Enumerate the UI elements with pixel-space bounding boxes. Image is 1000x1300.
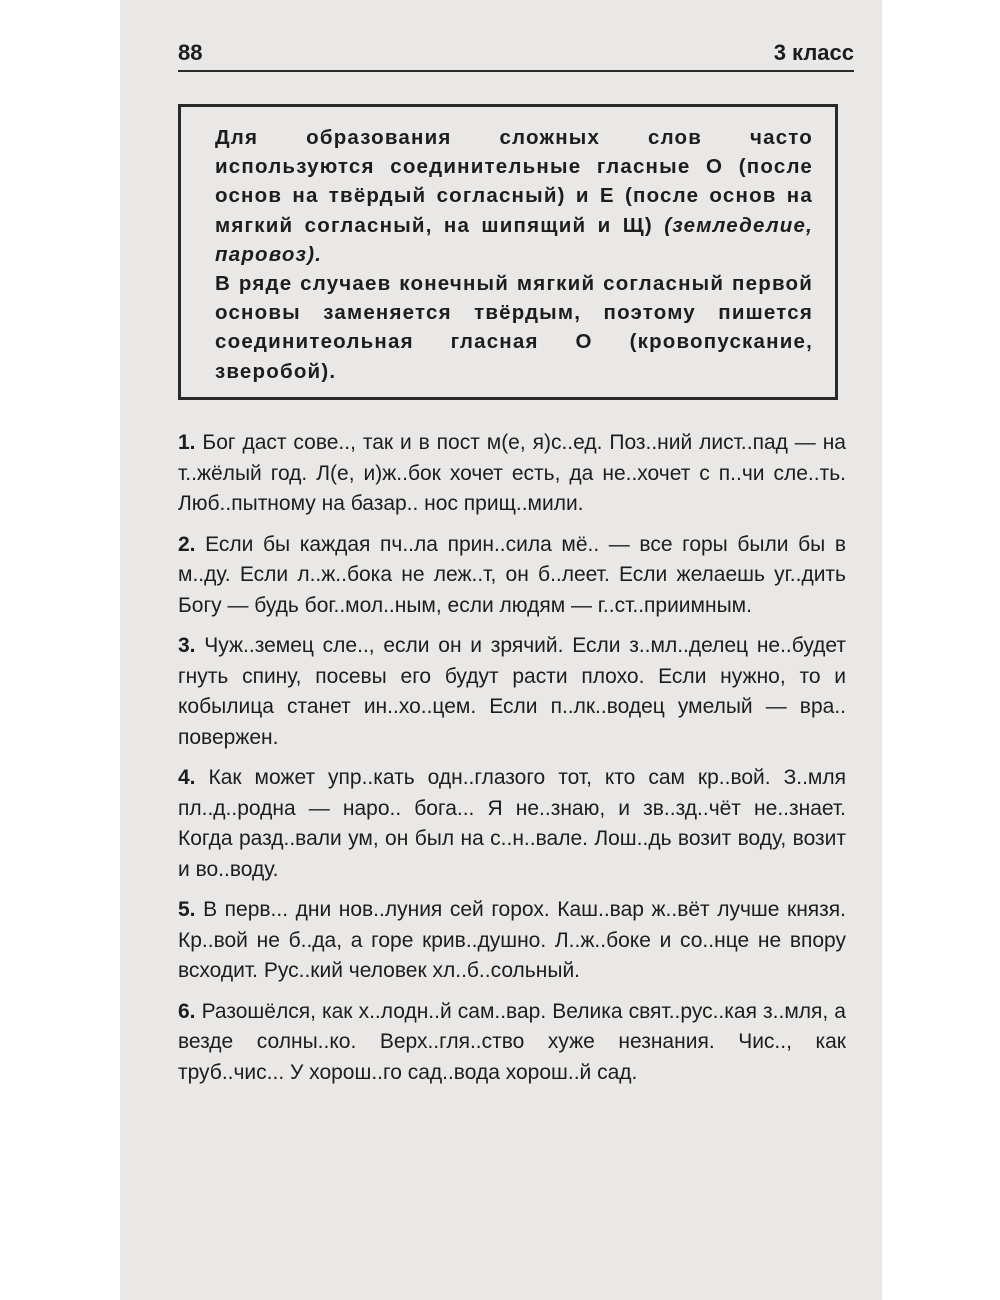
page-header xyxy=(178,40,854,70)
exercise-number: 5. xyxy=(178,898,196,921)
exercise xyxy=(178,631,846,753)
rule-text: Для образования сложных слов часто используются соединительные гласные О (после основ на твёрдый согласный) и Е (после основ на мягкий согласный, на шипящий и Щ) xyxy=(215,126,813,237)
exercise-text: Бог даст сове.., так и в пост м(е, я)с..ед. Поз..ний лист..пад — на т..жёлый год. Л(е, и)ж..бок хочет есть, да не..хочет с п..чи сле..ть. Люб..пытному на базар.. нос прищ..мили. xyxy=(178,431,846,515)
exercise-text: Разошёлся, как х..лодн..й сам..вар. Велика свят..рус..кая з..мля, а везде солны..ко. Верх..гля..ство хуже незнания. Чис.., как труб..чис... У хорош..го сад..вода хорош..й сад. xyxy=(178,999,846,1084)
exercise xyxy=(178,895,846,987)
page-number: 88 xyxy=(178,40,203,65)
exercise-text: Как может упр..кать одн..глазого тот, кто сам кр..вой. З..мля пл..д..родна — наро.. бога... Я не..знаю, и зв..зд..чёт не..знает. Когда разд..вали ум, он был на с..н..вале. Лош..дь возит воду, возит и во..воду. xyxy=(178,766,846,881)
rule-paragraph-1 xyxy=(215,123,813,269)
exercise-text: В перв... дни нов..луния сей горох. Каш..вар ж..вёт лучше князя. Кр..вой не б..да, а горе крив..душно. Л..ж..боке и со..нце не впору всходит. Рус..кий человек хл..б..сольный. xyxy=(178,898,846,982)
exercise xyxy=(178,763,846,885)
rule-examples: (земледелие, паровоз). xyxy=(215,213,813,266)
rule-box xyxy=(178,104,838,400)
exercise-number: 4. xyxy=(178,766,196,789)
exercise-number: 6. xyxy=(178,999,196,1023)
rule-paragraph-2: В ряде случаев конечный мягкий согласный первой основы заменяется твёрдым, поэтому пишется соединитеольная гласная О (кровопускание, зверобой). xyxy=(215,272,813,383)
exercise-number: 1. xyxy=(178,431,196,454)
running-head: 3 класс xyxy=(773,40,854,65)
header-divider xyxy=(178,70,854,72)
exercise-text: Если бы каждая пч..ла прин..сила мё.. — все горы были бы в м..ду. Если л..ж..бока не леж..т, он б..леет. Если желаешь уг..дить Богу — будь бог..мол..ным, если людям — г..ст..приимным. xyxy=(178,532,846,617)
exercise-number: 2. xyxy=(178,532,196,556)
exercise-text: Чуж..земец сле.., если он и зрячий. Если з..мл..делец не..будет гнуть спину, посевы его будут расти плохо. Если нужно, то и кобылица станет ин..хо..цем. Если п..лк..водец умелый — вра.. повержен. xyxy=(178,634,846,749)
exercise xyxy=(178,530,846,622)
exercise-number: 3. xyxy=(178,634,196,657)
exercise-list xyxy=(178,428,846,1098)
exercise xyxy=(178,428,846,520)
exercise xyxy=(178,997,846,1089)
